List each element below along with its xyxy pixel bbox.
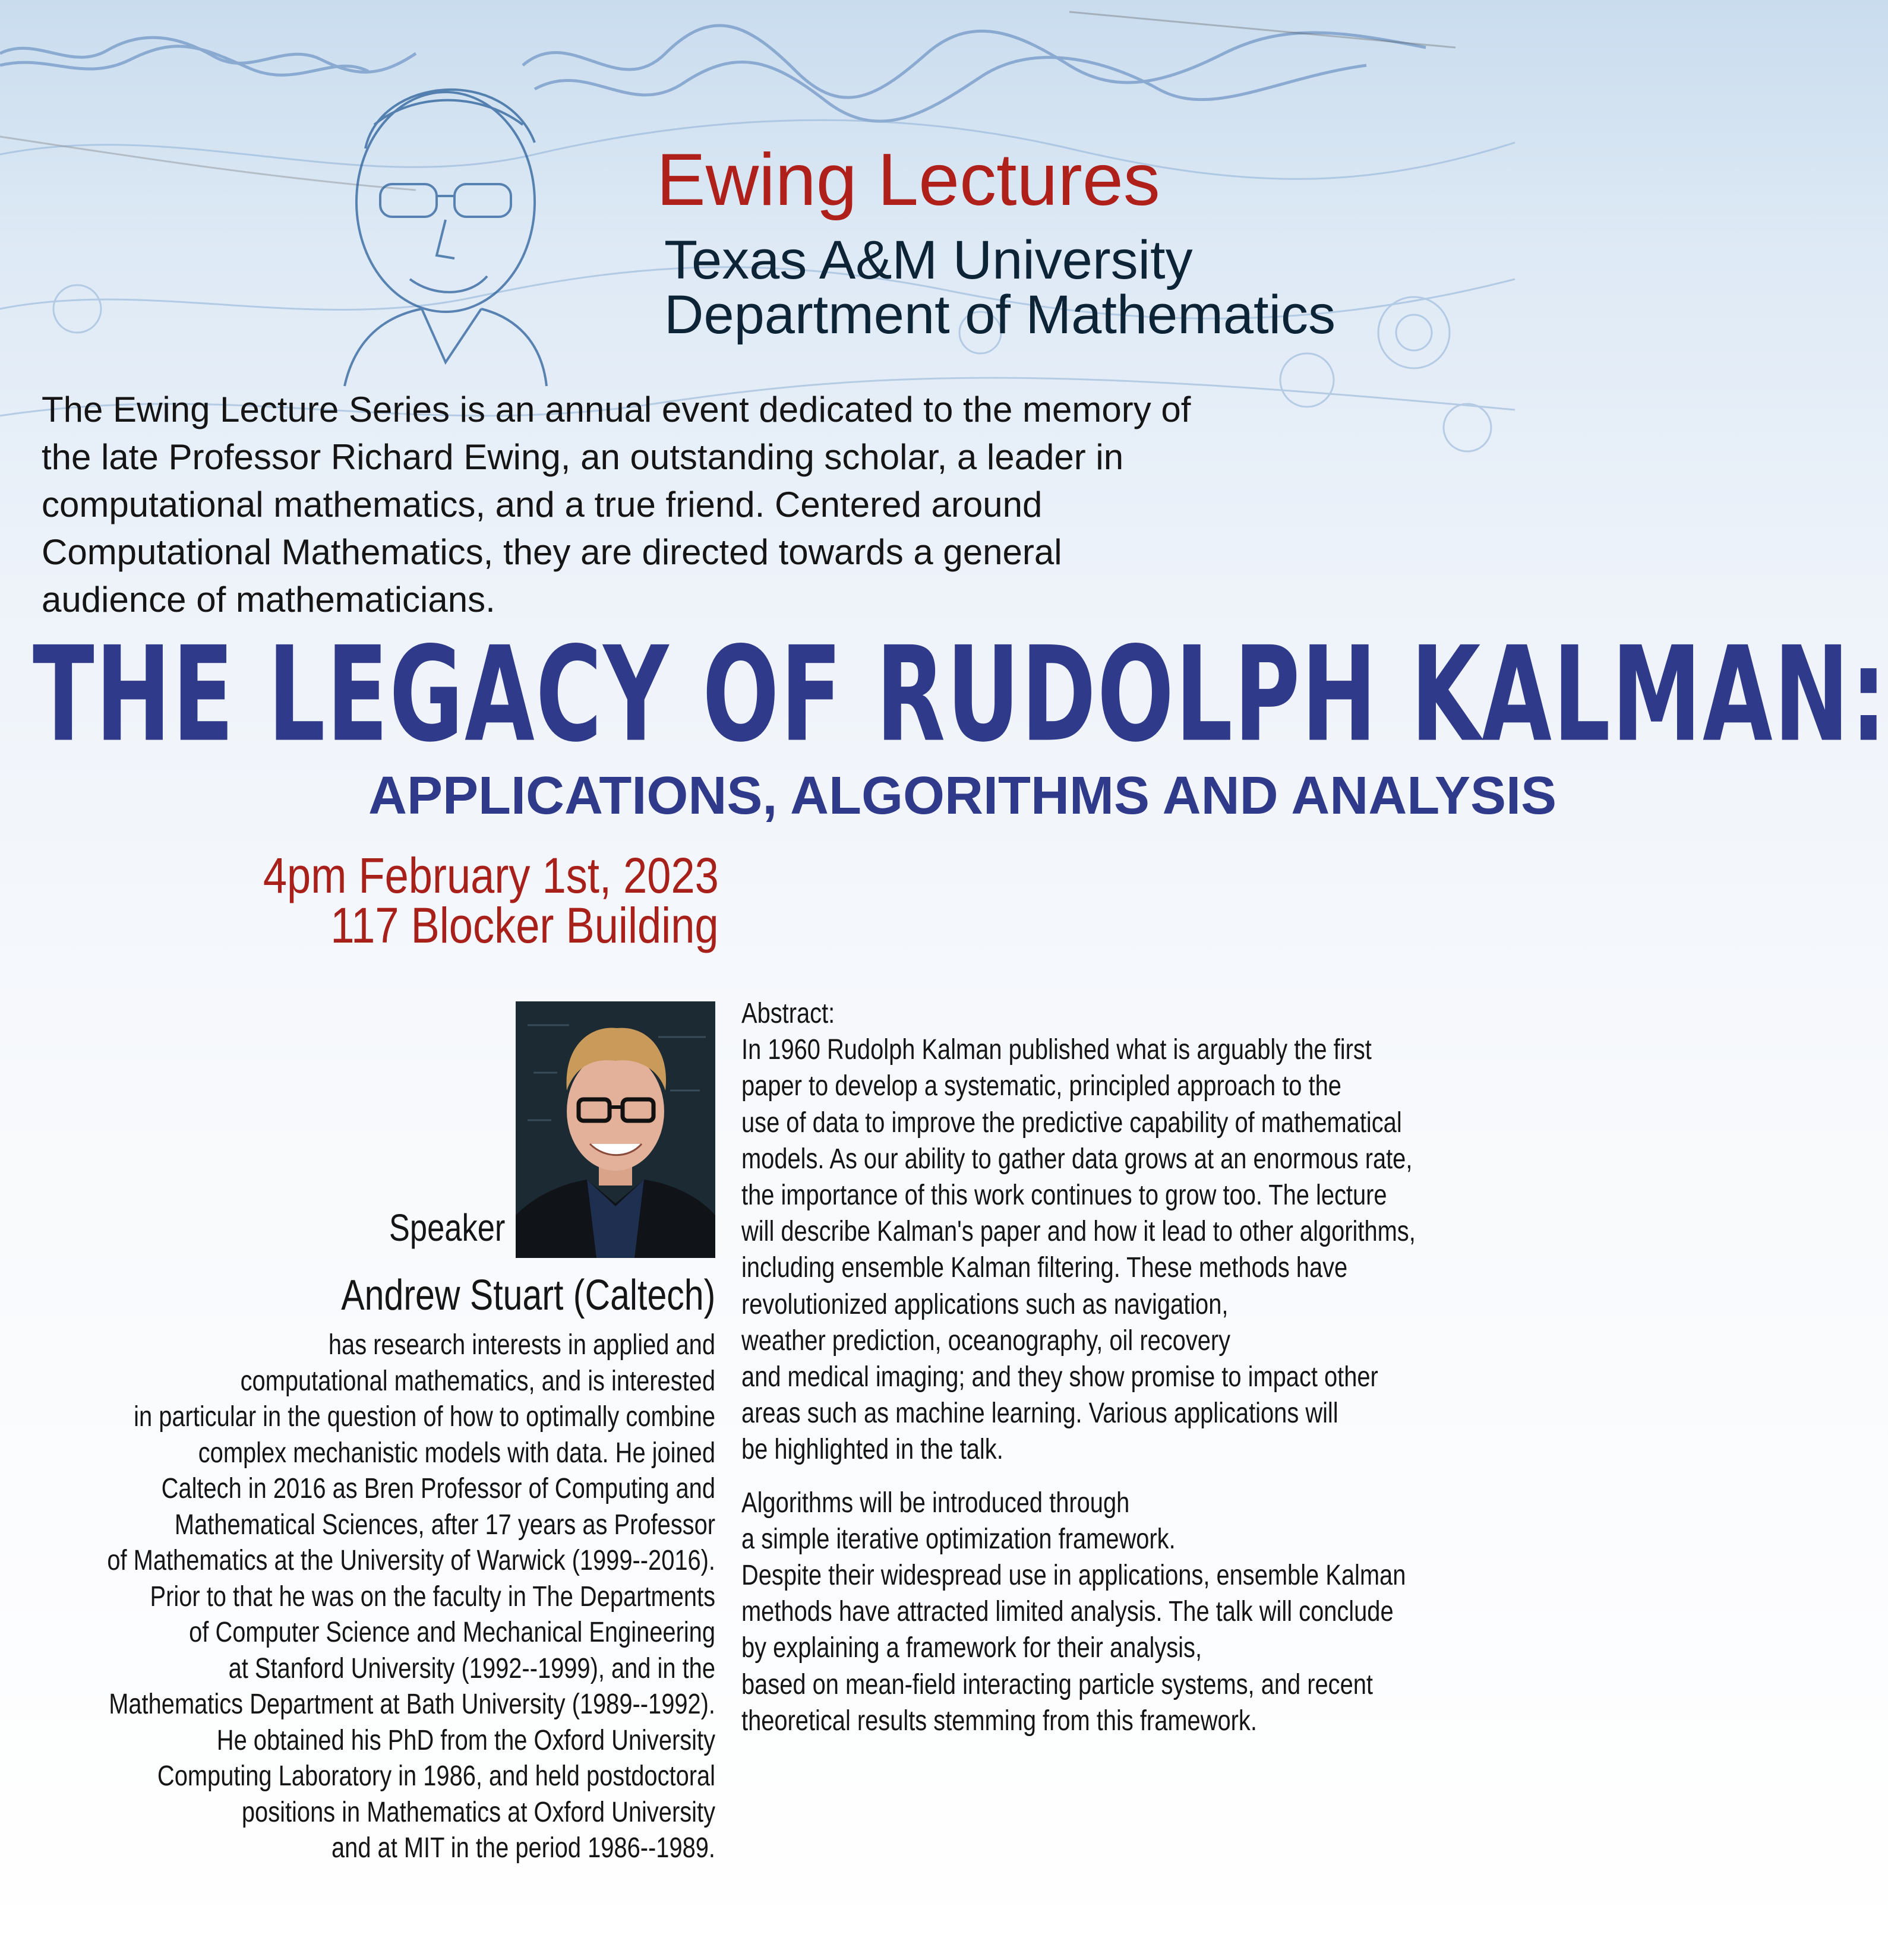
lecture-title: THE LEGACY OF RUDOLPH KALMAN:: [33, 618, 1888, 771]
abstract-line: In 1960 Rudolph Kalman published what is arguably the first: [741, 1034, 1372, 1066]
event-location: 117 Blocker Building: [330, 897, 719, 953]
abstract-line: be highlighted in the talk.: [741, 1434, 1003, 1466]
bio-line: Mathematics Department at Bath University (1989--1992).: [109, 1689, 716, 1720]
bio-line: complex mechanistic models with data. He joined: [198, 1437, 715, 1469]
speaker-bio: [0, 1327, 715, 1867]
bio-line: of Mathematics at the University of Warwick (1999--2016).: [107, 1545, 715, 1576]
bio-line: Prior to that he was on the faculty in The Departments: [150, 1580, 715, 1613]
bio-line: at Stanford University (1992--1999), and in the: [228, 1652, 716, 1684]
department-name: Department of Mathematics: [664, 284, 1336, 345]
bio-line: computational mathematics, and is interested: [240, 1365, 715, 1397]
abstract-line: use of data to improve the predictive capability of mathematical: [741, 1107, 1402, 1139]
abstract-heading: Abstract:: [741, 998, 835, 1029]
bio-line: and at MIT in the period 1986--1989.: [331, 1832, 715, 1864]
abstract-line: models. As our ability to gather data grows at an enormous rate,: [741, 1143, 1413, 1175]
abstract-line: methods have attracted limited analysis. The talk will conclude: [741, 1596, 1394, 1628]
intro-line: The Ewing Lecture Series is an annual event dedicated to the memory of: [42, 390, 1191, 429]
speaker-name: Andrew Stuart (Caltech): [340, 1272, 715, 1319]
richard-ewing-sketch-portrait: [309, 53, 642, 386]
event-time: 4pm February 1st, 2023: [263, 848, 719, 903]
abstract-line: theoretical results stemming from this framework.: [741, 1705, 1257, 1737]
series-description: [42, 386, 1479, 624]
abstract-line: revolutionized applications such as navigation,: [741, 1288, 1229, 1320]
intro-line: Computational Mathematics, they are directed towards a general: [42, 532, 1062, 572]
abstract-line: based on mean-field interacting particle systems, and recent: [741, 1668, 1373, 1700]
speaker-label: Speaker: [389, 1206, 505, 1249]
series-title: Ewing Lectures: [656, 139, 1160, 221]
bio-line: has research interests in applied and: [328, 1329, 715, 1361]
lecture-subtitle: APPLICATIONS, ALGORITHMS AND ANALYSIS: [368, 766, 1557, 826]
abstract-line: areas such as machine learning. Various applications will: [741, 1398, 1338, 1430]
bio-line: He obtained his PhD from the Oxford University: [216, 1724, 715, 1756]
bio-line: positions in Mathematics at Oxford University: [241, 1796, 715, 1828]
bio-line: Mathematical Sciences, after 17 years as Professor: [174, 1509, 715, 1541]
abstract-line: Despite their widespread use in applications, ensemble Kalman: [741, 1560, 1406, 1592]
speaker-photo: [516, 1001, 715, 1258]
abstract-line: and medical imaging; and they show promise to impact other: [741, 1361, 1378, 1393]
abstract-line: including ensemble Kalman filtering. These methods have: [741, 1252, 1348, 1284]
abstract-line: Algorithms will be introduced through: [741, 1487, 1130, 1519]
bio-line: Computing Laboratory in 1986, and held postdoctoral: [157, 1760, 715, 1792]
abstract-line: paper to develop a systematic, principled approach to the: [741, 1070, 1341, 1102]
abstract-line: a simple iterative optimization framework.: [741, 1523, 1176, 1555]
intro-line: computational mathematics, and a true friend. Centered around: [42, 485, 1043, 524]
bio-line: of Computer Science and Mechanical Engineering: [189, 1617, 716, 1648]
abstract-line: will describe Kalman's paper and how it lead to other algorithms,: [741, 1216, 1416, 1248]
abstract-line: weather prediction, oceanography, oil recovery: [741, 1324, 1231, 1357]
abstract-line: the importance of this work continues to grow too. The lecture: [741, 1180, 1387, 1212]
abstract: [741, 995, 1508, 1739]
intro-line: audience of mathematicians.: [42, 580, 495, 619]
intro-line: the late Professor Richard Ewing, an outstanding scholar, a leader in: [42, 437, 1124, 477]
abstract-line: by explaining a framework for their analysis,: [741, 1632, 1202, 1664]
bio-line: in particular in the question of how to optimally combine: [134, 1401, 715, 1433]
bio-line: Caltech in 2016 as Bren Professor of Computing and: [161, 1473, 715, 1504]
paragraph-gap: [741, 1468, 1508, 1485]
university-name: Texas A&M University: [664, 230, 1193, 290]
